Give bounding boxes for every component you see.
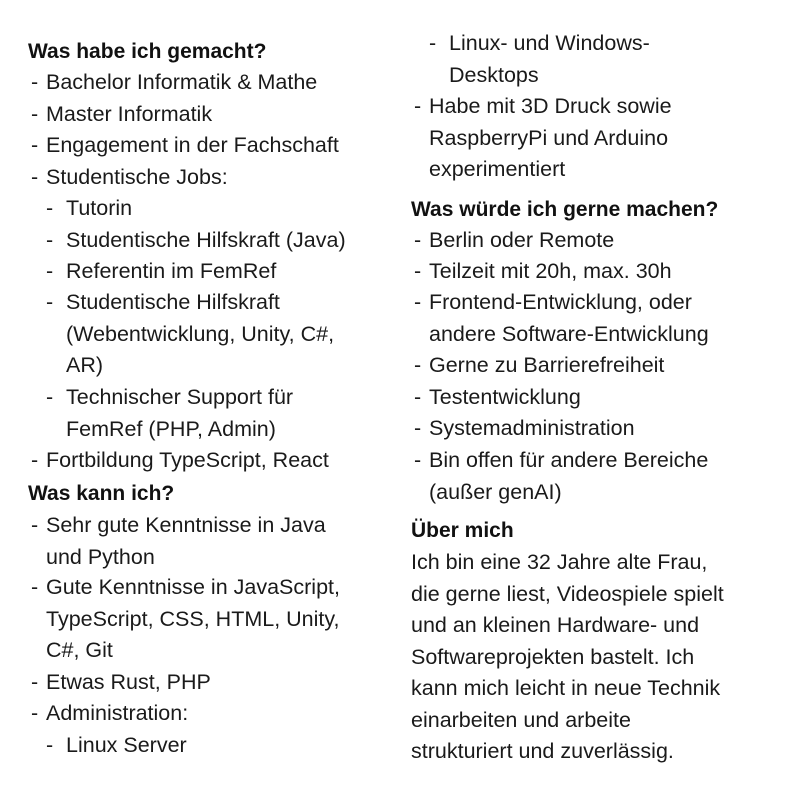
- section-heading-wishes: Was würde ich gerne machen?: [411, 198, 719, 221]
- list-item: [28, 130, 339, 162]
- bullet-dash: -: [414, 385, 422, 409]
- section-heading-about: Über mich: [411, 519, 514, 542]
- list-item: [411, 445, 708, 508]
- list-item-text: Referentin im FemRef: [66, 259, 277, 283]
- bullet-dash: -: [31, 448, 39, 472]
- list-item-text: Habe mit 3D Druck sowie: [429, 94, 672, 118]
- list-item-text: Teilzeit mit 20h, max. 30h: [429, 259, 672, 283]
- about-paragraph: [411, 547, 724, 768]
- paragraph-line: Softwareprojekten bastelt. Ich: [411, 644, 695, 669]
- bullet-dash: -: [46, 259, 54, 283]
- list-item: [411, 350, 664, 382]
- list-item-text: Bin offen für andere Bereiche: [429, 448, 709, 472]
- list-item-text: TypeScript, CSS, HTML, Unity,: [46, 606, 340, 631]
- list-item-text: FemRef (PHP, Admin): [66, 416, 276, 441]
- list-item-text: Gute Kenntnisse in JavaScript,: [46, 575, 340, 599]
- list-item: [411, 225, 614, 257]
- list-item-text: Master Informatik: [46, 102, 213, 126]
- bullet-dash: -: [31, 133, 39, 157]
- bullet-dash: -: [31, 513, 39, 537]
- bullet-dash: -: [46, 228, 54, 252]
- list-item: [28, 667, 211, 699]
- paragraph-line: und an kleinen Hardware- und: [411, 613, 700, 637]
- list-item-text: Linux Server: [66, 733, 187, 757]
- bullet-dash: -: [31, 670, 39, 694]
- list-item-text: Bachelor Informatik & Mathe: [46, 70, 318, 94]
- bullet-dash: -: [414, 290, 422, 314]
- sub-list-item: [28, 256, 276, 288]
- list-item: [28, 510, 326, 573]
- list-item: [28, 99, 212, 131]
- bullet-dash: -: [414, 228, 422, 252]
- list-item-text: Sehr gute Kenntnisse in Java: [46, 513, 326, 537]
- list-item-text: C#, Git: [46, 638, 113, 662]
- bullet-dash: -: [31, 575, 39, 599]
- paragraph-line: die gerne liest, Videospiele spielt: [411, 581, 724, 606]
- list-item: [411, 413, 635, 445]
- section-heading-done: Was habe ich gemacht?: [28, 40, 267, 63]
- list-item-text: Administration:: [46, 701, 189, 725]
- list-item-text: Tutorin: [66, 196, 133, 220]
- bullet-dash: -: [31, 701, 39, 725]
- bullet-dash: -: [414, 94, 422, 118]
- list-item: [411, 382, 581, 414]
- bullet-dash: -: [31, 70, 39, 94]
- list-item: [28, 162, 228, 194]
- bullet-dash: -: [46, 290, 54, 314]
- section-heading-skills: Was kann ich?: [28, 482, 175, 505]
- bullet-dash: -: [46, 385, 54, 409]
- bullet-dash: -: [31, 102, 39, 126]
- list-item-text: experimentiert: [429, 157, 566, 181]
- list-item: [28, 572, 340, 667]
- sub-list-item: [411, 28, 650, 91]
- bullet-dash: -: [31, 165, 39, 189]
- list-item-text: Systemadministration: [429, 416, 635, 440]
- list-item-text: Linux- und Windows-: [449, 31, 650, 55]
- paragraph-line: einarbeiten und arbeite: [411, 707, 631, 732]
- list-item-text: und Python: [46, 544, 155, 569]
- list-item-text: Studentische Hilfskraft: [66, 290, 280, 314]
- paragraph-line: kann mich leicht in neue Technik: [411, 676, 721, 700]
- list-item: [28, 445, 329, 477]
- bullet-dash: -: [429, 31, 437, 55]
- list-item-text: Etwas Rust, PHP: [46, 670, 211, 694]
- list-item-text: Gerne zu Barrierefreiheit: [429, 353, 665, 377]
- list-item-text: Testentwicklung: [429, 385, 581, 409]
- list-item-text: Engagement in der Fachschaft: [46, 133, 339, 157]
- sub-list-item: [28, 287, 334, 382]
- sub-list-item: [28, 193, 132, 225]
- list-item: [411, 287, 709, 350]
- bullet-dash: -: [414, 448, 422, 472]
- list-item: [28, 67, 317, 99]
- list-item-text: Studentische Jobs:: [46, 165, 228, 189]
- bullet-dash: -: [414, 353, 422, 377]
- list-item-text: (außer genAI): [429, 479, 562, 504]
- bullet-dash: -: [414, 259, 422, 283]
- list-item: [411, 91, 672, 186]
- list-item-text: (Webentwicklung, Unity, C#,: [66, 321, 335, 346]
- list-item-text: Berlin oder Remote: [429, 228, 615, 252]
- list-item-text: Fortbildung TypeScript, React: [46, 448, 329, 472]
- list-item-text: AR): [66, 353, 104, 377]
- sub-list-item: [28, 225, 346, 257]
- list-item: [411, 256, 672, 288]
- sub-list-item: [28, 382, 293, 445]
- bullet-dash: -: [46, 196, 54, 220]
- list-item: [28, 698, 188, 730]
- list-item-text: Studentische Hilfskraft (Java): [66, 228, 346, 252]
- paragraph-line: Ich bin eine 32 Jahre alte Frau,: [411, 550, 708, 574]
- list-item-text: andere Software-Entwicklung: [429, 321, 709, 346]
- list-item-text: RaspberryPi und Arduino: [429, 125, 669, 150]
- list-item-text: Desktops: [449, 62, 539, 87]
- bullet-dash: -: [414, 416, 422, 440]
- bullet-dash: -: [46, 733, 54, 757]
- list-item-text: Technischer Support für: [66, 385, 294, 409]
- sub-list-item: [28, 730, 187, 762]
- paragraph-line: strukturiert und zuverlässig.: [411, 739, 674, 763]
- list-item-text: Frontend-Entwicklung, oder: [429, 290, 692, 314]
